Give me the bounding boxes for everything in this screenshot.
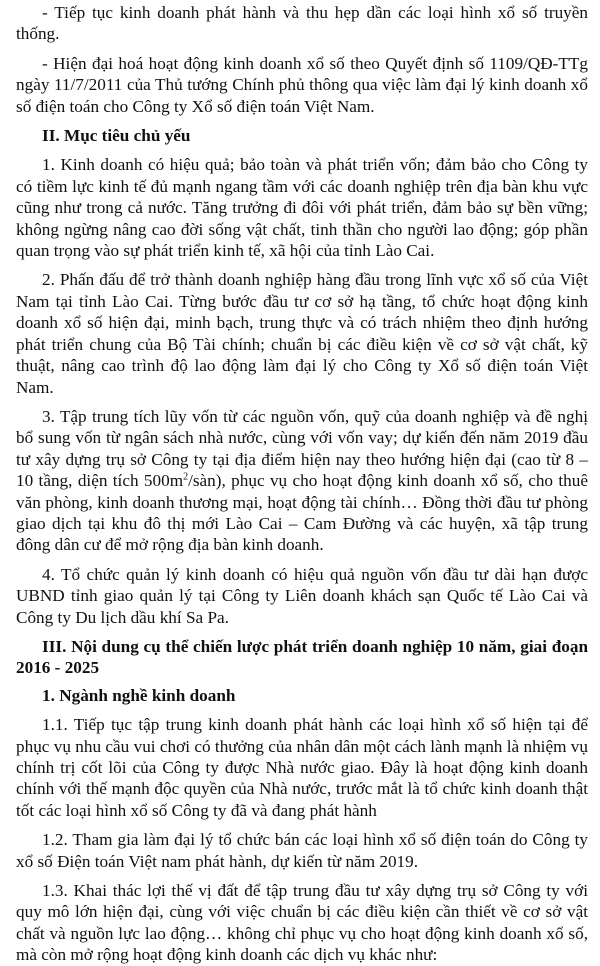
item-paragraph-1-3: 1.3. Khai thác lợi thế vị đất để tập trung đầu tư xây dựng trụ sở Công ty với quy mô lớn hiện đại, cùng với việc chuẩn bị các điều kiện cần thiết về cơ sở vật chất và nguồn lực lao động… không chỉ phục vụ cho hoạt động kinh doanh xổ số, mà còn mở rộng hoạt động kinh doanh các dịch vụ khác như:	[16, 881, 588, 965]
section-heading-strategy: III. Nội dung cụ thể chiến lược phát triển doanh nghiệp 10 năm, giai đoạn 2016 - 2025	[16, 636, 588, 678]
item-paragraph-1-2: 1.2. Tham gia làm đại lý tổ chức bán các loại hình xổ số điện toán do Công ty xổ số Điện toán Việt nam phát hành, dự kiến từ năm 2019.	[16, 830, 588, 871]
section-heading-main-goals: II. Mục tiêu chủ yếu	[42, 126, 191, 146]
goal-paragraph-3	[16, 406, 588, 556]
goal-3-superscript: 2	[183, 471, 189, 483]
goal-3-text-b: /sàn), phục vụ cho hoạt động kinh doanh xổ số, cho thuê văn phòng, kinh doanh thương mại, hoạt động tài chính… Đồng thời đầu tư phòng giao dịch tại khu đô thị mới Lào Cai – Cam Đường và các huyện, xã tập trung đông dân cư để mở rộng địa bàn kinh doanh.	[16, 471, 588, 555]
goal-paragraph-2: 2. Phấn đấu để trở thành doanh nghiệp hàng đầu trong lĩnh vực xổ số của Việt Nam tại tỉnh Lào Cai. Từng bước đầu tư cơ sở hạ tầng, tổ chức hoạt động kinh doanh xổ số hiện đại, minh bạch, trung thực và có trách nhiệm theo định hướng phát triển chung của Bộ Tài chính; chuẩn bị các điều kiện về cơ sở vật chất, kỹ thuật, nâng cao trình độ lao động làm đại lý cho Công ty Xổ số điện toán Việt Nam.	[16, 270, 588, 397]
subheading-business-lines: 1. Ngành nghề kinh doanh	[42, 685, 236, 705]
goal-paragraph-1: 1. Kinh doanh có hiệu quả; bảo toàn và phát triển vốn; đảm bảo cho Công ty có tiềm lực kinh tế đủ mạnh ngang tầm với các doanh nghiệp trên địa bàn khu vực cũng như trong cả nước. Tăng trưởng đi đôi với phát triển, đảm bảo sự bền vững; không ngừng nâng cao đời sống vật chất, tinh thần cho người lao động; góp phần quan trọng vào sự phát triển kinh tế, xã hội của tỉnh Lào Cai.	[16, 155, 588, 261]
document-page	[0, 2, 600, 965]
bullet-traditional-lottery: - Tiếp tục kinh doanh phát hành và thu hẹp dần các loại hình xổ số truyền thống.	[16, 3, 588, 44]
goal-paragraph-4: 4. Tổ chức quản lý kinh doanh có hiệu quả nguồn vốn đầu tư dài hạn được UBND tỉnh giao quản lý tại Công ty Liên doanh khách sạn Quốc tế Lào Cai và Công ty Du lịch dầu khí Sa Pa.	[16, 564, 588, 627]
goal-3-text-a: 3. Tập trung tích lũy vốn từ các nguồn vốn, quỹ của doanh nghiệp và đề nghị bổ sung vốn từ ngân sách nhà nước, cùng với vốn vay; dự kiến đến năm 2019 đầu tư xây dựng trụ sở Công ty tại địa điểm hiện nay theo hướng hiện đại (cao từ 8 – 10 tầng, diện tích 500m	[16, 406, 588, 491]
bullet-modernize-lottery: - Hiện đại hoá hoạt động kinh doanh xổ số theo Quyết định số 1109/QĐ-TTg ngày 11/7/2011 của Thủ tướng Chính phủ thông qua việc làm đại lý kinh doanh xổ số điện toán cho Công ty Xổ số điện toán Việt Nam.	[16, 53, 588, 116]
item-paragraph-1-1: 1.1. Tiếp tục tập trung kinh doanh phát hành các loại hình xổ số hiện tại để phục vụ nhu cầu vui chơi có thưởng của nhân dân một cách lành mạnh là nhiệm vụ chính trị cốt lõi của Công ty được Nhà nước giao. Đây là hoạt động kinh doanh chính với thế mạnh độc quyền của Nhà nước, trước mắt là tổ chức kinh doanh thật tốt các loại hình xổ số Công ty đã và đang phát hành	[16, 715, 588, 820]
